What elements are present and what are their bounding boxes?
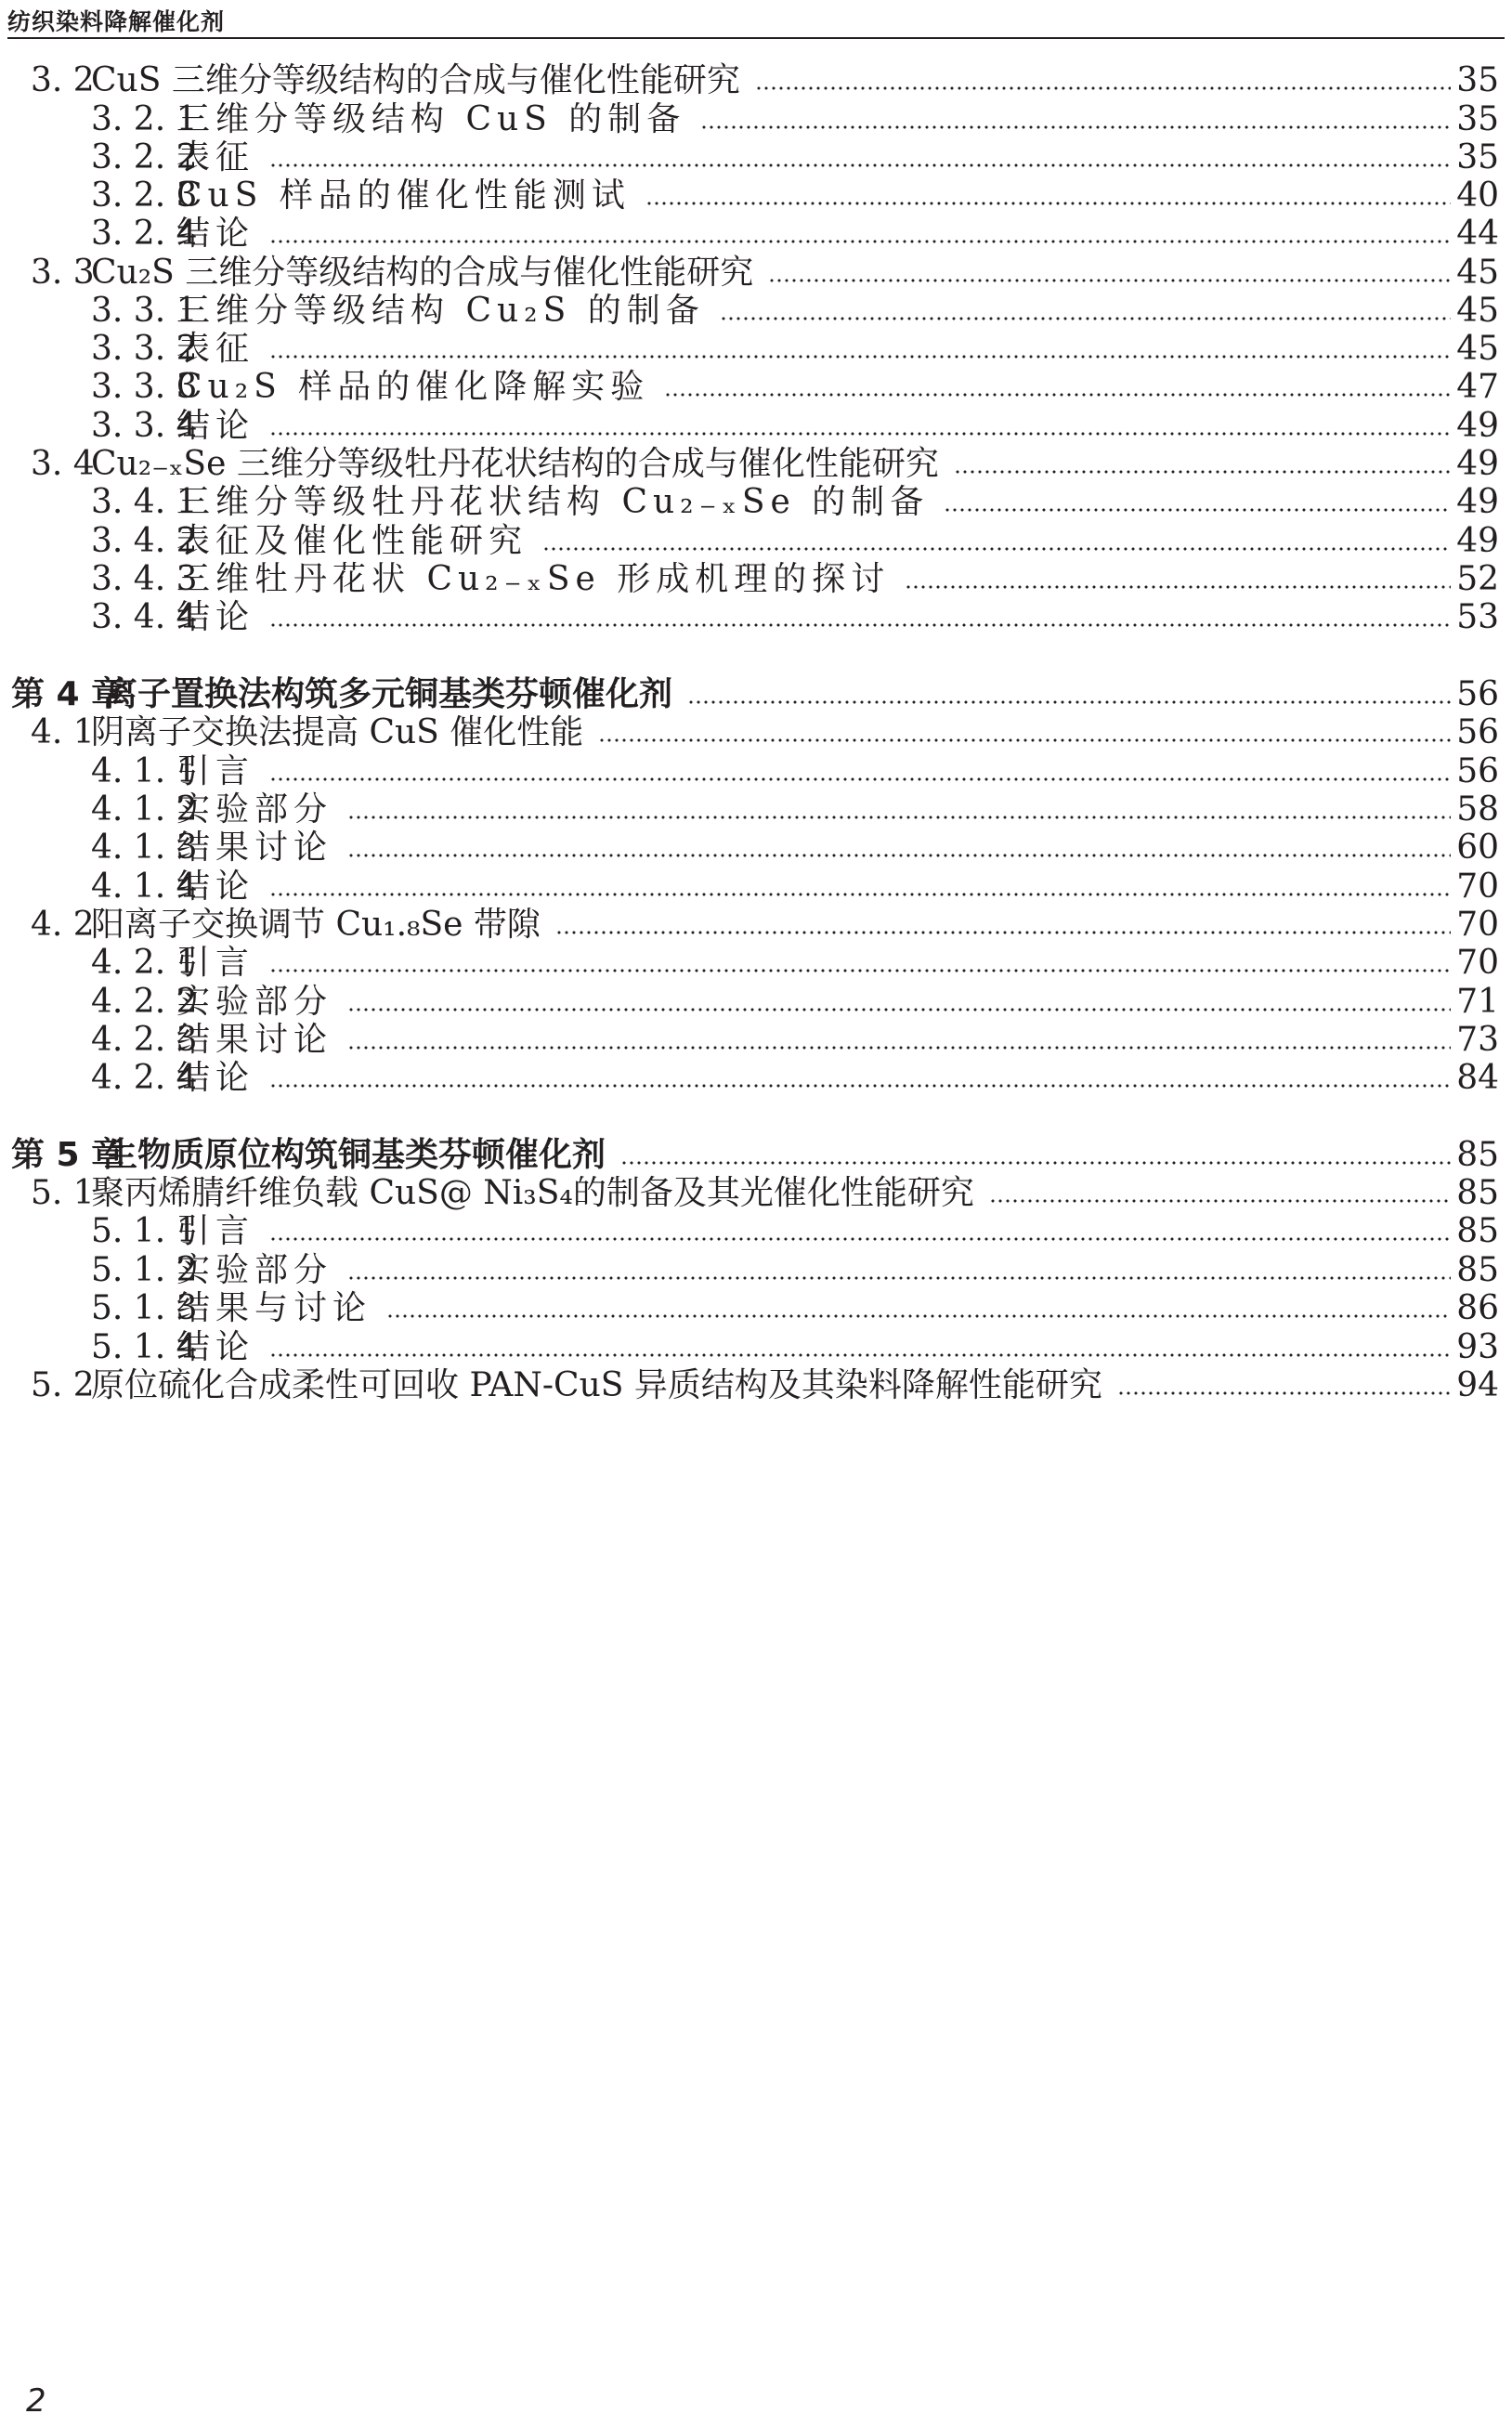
toc-entry-title: 生物质原位构筑铜基类芬顿催化剂 [104, 1136, 606, 1174]
toc-leader-dots [687, 700, 1451, 704]
toc-leader-dots [645, 202, 1451, 205]
running-header [0, 0, 1512, 43]
toc-entry-number: 5. 1 [31, 1174, 95, 1212]
toc-leader-dots [720, 317, 1451, 320]
toc-entry-title: Cu₂S 三维分等级结构的合成与催化性能研究 [91, 254, 754, 292]
toc-entry-page: 45 [1456, 254, 1499, 292]
toc-subsection-entry[interactable] [0, 941, 1512, 985]
toc-entry-title: 结论 [176, 1328, 255, 1366]
toc-entry-title: Cu₂S 样品的催化降解实验 [176, 368, 650, 406]
toc-entry-page: 70 [1456, 868, 1499, 906]
toc-entry-number: 3. 4 [31, 445, 95, 483]
toc-entry-number: 5. 1. 4 [91, 1328, 198, 1366]
toc-entry-page: 35 [1456, 61, 1499, 99]
toc-entry-page: 45 [1456, 330, 1499, 368]
toc-entry-title: 结论 [176, 1059, 255, 1097]
toc-entry-page: 85 [1456, 1174, 1499, 1212]
toc-entry-number: 4. 2. 1 [91, 944, 198, 982]
toc-section-entry[interactable] [0, 59, 1512, 103]
toc-entry-title: CuS 三维分等级结构的合成与催化性能研究 [91, 61, 740, 99]
toc-subsection-entry[interactable] [0, 480, 1512, 525]
toc-subsection-entry[interactable] [0, 1056, 1512, 1101]
toc-entry-title: 结果讨论 [176, 829, 333, 867]
toc-leader-dots [386, 1314, 1451, 1318]
toc-leader-dots [269, 240, 1451, 243]
toc-entry-page: 52 [1456, 560, 1499, 598]
toc-leader-dots [768, 279, 1451, 282]
toc-entry-page: 49 [1456, 407, 1499, 445]
page-number: 2 [26, 2382, 46, 2420]
toc-entry-number: 4. 1 [31, 713, 95, 751]
toc-entry-title: CuS 样品的催化性能测试 [176, 176, 631, 215]
toc-leader-dots [954, 470, 1451, 474]
toc-entry-title: 实验部分 [176, 790, 333, 829]
toc-entry-number: 3. 2 [31, 61, 95, 99]
toc-entry-number: 第 4 章 [11, 675, 125, 713]
toc-leader-dots [347, 1008, 1451, 1011]
toc-entry-title: 三维分等级结构 Cu₂S 的制备 [176, 292, 705, 330]
toc-leader-dots [269, 432, 1451, 436]
toc-entry-page: 49 [1456, 445, 1499, 483]
toc-entry-number: 5. 2 [31, 1366, 95, 1404]
toc-entry-number: 3. 3. 1 [91, 292, 198, 330]
toc-entry-title: 结果讨论 [176, 1021, 333, 1059]
toc-entry-page: 58 [1456, 790, 1499, 829]
toc-entry-number: 4. 2. 2 [91, 983, 198, 1021]
toc-entry-page: 85 [1456, 1212, 1499, 1250]
toc-entry-page: 56 [1456, 752, 1499, 790]
toc-leader-dots [269, 163, 1451, 167]
toc-entry-title: 结果与讨论 [176, 1289, 372, 1327]
toc-entry-number: 3. 4. 4 [91, 598, 198, 636]
toc-subsection-entry[interactable] [0, 1286, 1512, 1331]
toc-entry-page: 53 [1456, 598, 1499, 636]
toc-entry-title: 三维分等级牡丹花状结构 Cu₂₋ₓSe 的制备 [176, 483, 930, 521]
toc-leader-dots [269, 969, 1451, 972]
toc-entry-title: 三维牡丹花状 Cu₂₋ₓSe 形成机理的探讨 [176, 560, 891, 598]
toc-entry-title: 表征 [176, 330, 255, 368]
toc-entry-page: 60 [1456, 829, 1499, 867]
toc-entry-page: 56 [1456, 675, 1499, 713]
toc-leader-dots [598, 738, 1451, 742]
toc-entry-page: 44 [1456, 215, 1499, 253]
toc-entry-number: 5. 1. 2 [91, 1251, 198, 1289]
toc-entry-page: 94 [1456, 1366, 1499, 1404]
toc-entry-page: 85 [1456, 1251, 1499, 1289]
toc-subsection-entry[interactable] [0, 595, 1512, 640]
toc-leader-dots [664, 393, 1451, 397]
toc-entry-number: 第 5 章 [11, 1136, 125, 1174]
toc-entry-title: 结论 [176, 868, 255, 906]
toc-leader-dots [1117, 1391, 1451, 1395]
toc-leader-dots [269, 777, 1451, 781]
toc-entry-page: 84 [1456, 1059, 1499, 1097]
toc-leader-dots [269, 623, 1451, 627]
toc-entry-page: 86 [1456, 1289, 1499, 1327]
toc-entry-title: 引言 [176, 752, 255, 790]
toc-leader-dots [755, 86, 1451, 90]
toc-section-entry[interactable] [0, 711, 1512, 755]
toc-entry-title: 聚丙烯腈纤维负载 CuS@ Ni₃S₄的制备及其光催化性能研究 [91, 1174, 974, 1212]
toc-entry-number: 3. 4. 3 [91, 560, 198, 598]
toc-entry-title: 阴离子交换法提高 CuS 催化性能 [91, 713, 584, 751]
toc-entry-number: 4. 1. 4 [91, 868, 198, 906]
toc-entry-page: 49 [1456, 483, 1499, 521]
toc-leader-dots [620, 1161, 1451, 1165]
toc-entry-number: 3. 3. 3 [91, 368, 198, 406]
toc-entry-title: 原位硫化合成柔性可回收 PAN-CuS 异质结构及其染料降解性能研究 [91, 1366, 1102, 1404]
toc-subsection-entry[interactable] [0, 826, 1512, 870]
toc-entry-page: 47 [1456, 368, 1499, 406]
toc-entry-number: 3. 2. 3 [91, 176, 198, 215]
toc-leader-dots [905, 585, 1451, 589]
toc-entry-title: 表征及催化性能研究 [176, 522, 528, 560]
toc-entry-number: 4. 1. 1 [91, 752, 198, 790]
toc-entry-number: 3. 3 [31, 254, 95, 292]
toc-leader-dots [269, 1353, 1451, 1357]
toc-entry-number: 3. 3. 4 [91, 407, 198, 445]
toc-leader-dots [944, 508, 1451, 512]
toc-entry-number: 3. 4. 1 [91, 483, 198, 521]
toc-entry-page: 40 [1456, 176, 1499, 215]
toc-leader-dots [347, 1046, 1451, 1050]
toc-entry-number: 3. 3. 2 [91, 330, 198, 368]
toc-entry-title: 实验部分 [176, 1251, 333, 1289]
toc-entry-title: 引言 [176, 1212, 255, 1250]
toc-leader-dots [269, 1237, 1451, 1241]
toc-entry-page: 35 [1456, 138, 1499, 176]
toc-entry-page: 45 [1456, 292, 1499, 330]
toc-subsection-entry[interactable] [0, 365, 1512, 410]
toc-leader-dots [269, 355, 1451, 359]
toc-entry-page: 56 [1456, 713, 1499, 751]
toc-entry-number: 3. 2. 1 [91, 100, 198, 138]
running-header-title: 纺织染料降解催化剂 [7, 8, 226, 35]
toc-entry-number: 3. 2. 2 [91, 138, 198, 176]
toc-entry-page: 70 [1456, 944, 1499, 982]
toc-entry-title: Cu₂₋ₓSe 三维分等级牡丹花状结构的合成与催化性能研究 [91, 445, 939, 483]
toc-entry-title: 阳离子交换调节 Cu₁.₈Se 带隙 [91, 906, 541, 944]
toc-section-entry[interactable] [0, 1364, 1512, 1408]
toc-entry-number: 3. 2. 4 [91, 215, 198, 253]
toc-leader-dots [989, 1199, 1451, 1203]
toc-entry-page: 73 [1456, 1021, 1499, 1059]
toc-entry-title: 离子置换法构筑多元铜基类芬顿催化剂 [104, 675, 673, 713]
toc-entry-number: 4. 2 [31, 906, 95, 944]
toc-entry-title: 实验部分 [176, 983, 333, 1021]
toc-entry-title: 结论 [176, 598, 255, 636]
toc-subsection-entry[interactable] [0, 212, 1512, 256]
toc-entry-number: 5. 1. 1 [91, 1212, 198, 1250]
toc-leader-dots [269, 893, 1451, 896]
toc-subsection-entry[interactable] [0, 1209, 1512, 1254]
toc-entry-page: 85 [1456, 1136, 1499, 1174]
toc-entry-number: 3. 4. 2 [91, 522, 198, 560]
toc-leader-dots [542, 547, 1451, 551]
toc-entry-title: 引言 [176, 944, 255, 982]
toc-leader-dots [347, 816, 1451, 819]
toc-entry-page: 71 [1456, 983, 1499, 1021]
toc-entry-title: 结论 [176, 407, 255, 445]
toc-entry-number: 4. 2. 4 [91, 1059, 198, 1097]
toc-leader-dots [269, 1084, 1451, 1088]
toc-entry-title: 结论 [176, 215, 255, 253]
toc-entry-page: 93 [1456, 1328, 1499, 1366]
toc-leader-dots [347, 1276, 1451, 1280]
toc-entry-number: 4. 2. 3 [91, 1021, 198, 1059]
toc-entry-page: 49 [1456, 522, 1499, 560]
toc-leader-dots [555, 931, 1451, 934]
toc-entry-title: 表征 [176, 138, 255, 176]
toc-entry-page: 35 [1456, 100, 1499, 138]
toc-entry-number: 5. 1. 3 [91, 1289, 198, 1327]
toc-entry-number: 4. 1. 2 [91, 790, 198, 829]
toc-entry-page: 70 [1456, 906, 1499, 944]
toc-leader-dots [700, 125, 1451, 129]
header-rule [7, 37, 1505, 39]
toc-entry-title: 三维分等级结构 CuS 的制备 [176, 100, 686, 138]
toc-leader-dots [347, 854, 1451, 857]
toc-entry-number: 4. 1. 3 [91, 829, 198, 867]
